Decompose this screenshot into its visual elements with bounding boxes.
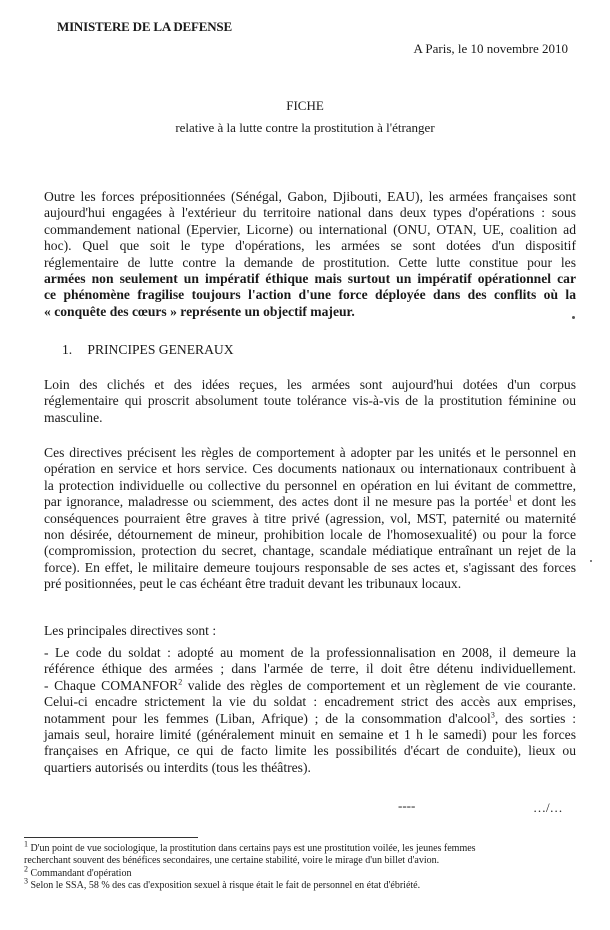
intro-line: hoc). Quel que soit le type d'opérations, les armées se sont dotées d'un dispositif: [44, 238, 576, 254]
paragraph-line: jamais seul, horaire limité (généralement minuit en semaine et 1 h le samedi) pour les forces: [44, 727, 576, 743]
paragraph-line: non désirée, détournement de mineur, prohibition locale de l'homosexualité) ou pour la force: [44, 527, 576, 543]
footnote: [24, 855, 584, 867]
paragraph-line: (compromission, protection du secret, chantage, scandale médiatique entraînant un rejet de la: [44, 543, 576, 559]
continuation-mark: …/…: [533, 800, 563, 815]
footnote-ref: 2: [178, 677, 183, 687]
paragraph-line: pré positionnées, peut le cas échéant être traduit devant les tribunaux locaux.: [44, 576, 462, 592]
footnote-number: 3: [24, 876, 28, 886]
paragraph-line: masculine.: [44, 409, 103, 425]
dateline: A Paris, le 10 novembre 2010: [413, 41, 568, 56]
scan-speck: [572, 316, 575, 319]
directives-intro: Les principales directives sont :: [44, 623, 217, 638]
footnotes: [24, 839, 584, 893]
intro-line: Outre les forces prépositionnées (Sénégal, Gabon, Djibouti, EAU), les armées françaises sont: [44, 189, 576, 204]
paragraph-3: [44, 645, 576, 776]
ministry-header: MINISTERE DE LA DEFENSE: [57, 19, 232, 34]
footnote-ref: 3: [490, 710, 495, 720]
paragraph-line-text: - Chaque COMANFOR: [44, 677, 179, 693]
footnote: [24, 864, 584, 880]
paragraph-line: - Le code du soldat : adopté au moment de la professionnalisation en 2008, il demeure la: [44, 645, 576, 660]
footnote-text: recherchant souvent des bénéfices secondaires, une certaine stabilité, voire le mirage d'un billet d'avion.: [24, 855, 440, 867]
footnote: [24, 839, 584, 855]
paragraph-2: [44, 445, 576, 593]
intro-line: commandement national (Epervier, Licorne) ou international (ONU, OTAN, UE, coalition ad: [44, 221, 576, 237]
paragraph-line: françaises en Afrique, ce qui de facto limite les possibilités d'écart de conduite), lieux ou: [44, 743, 576, 759]
paragraph-line: réglementaire qui proscrit absolument toute tolérance vis-à-vis de la prostitution féminine ou: [44, 393, 576, 409]
document-title: FICHE: [286, 98, 324, 113]
paragraph-line-tail: , des sorties :: [494, 710, 576, 726]
section-label: PRINCIPES GENERAUX: [87, 342, 234, 357]
paragraph-line: [44, 678, 576, 694]
footnote-ref: 1: [508, 493, 513, 503]
footnote-divider: [24, 837, 198, 838]
paragraph-line: la protection individuelle ou collective du personnel en opération en lui évitant de commettre,: [44, 477, 576, 493]
paragraph-line-text: notamment pour les femmes (Liban, Afrique) ; de la consommation d'alcool: [44, 710, 491, 726]
scan-speck: [590, 560, 592, 562]
intro-paragraph: [44, 189, 576, 320]
paragraph-line: force). En effet, le militaire demeure toujours responsable de ses actes et, s'agissant des forces: [44, 559, 576, 575]
paragraph-line: [44, 711, 576, 727]
paragraph-line: quartiers autorisés ou interdits (tous les théâtres).: [44, 759, 311, 775]
paragraph-line-tail: et dont les: [512, 494, 576, 510]
paragraph-1: [44, 377, 576, 426]
footnote-number: 2: [24, 864, 28, 874]
section-number: 1.: [62, 342, 73, 357]
paragraph-line-text: par ignorance, maladresse ou sciemment, des actes dont il ne mesure pas la portée: [44, 494, 509, 510]
footnote-text: D'un point de vue sociologique, la prostitution dans certains pays est une prostitution voilée, les jeunes femmes: [28, 843, 476, 854]
intro-line: réglementaire de lutte contre la demande de prostitution. Cette lutte constitue pour les: [44, 254, 576, 270]
footnote: [24, 876, 584, 892]
dash-mark: ----: [398, 798, 416, 813]
intro-line-bold: ce phénomène fragilise toujours l'action d'une force déployée dans des conflits où la: [44, 287, 576, 303]
paragraph-line: conséquences pourraient être graves à titre privé (agression, vol, MST, paternité ou maternité: [44, 510, 576, 526]
paragraph-line: Loin des clichés et des idées reçues, les armées sont aujourd'hui dotées d'un corpus: [44, 377, 576, 392]
paragraph-line: Celui-ci encadre strictement la vie du soldat : encadrement strict des accès aux emprises,: [44, 694, 576, 710]
section-heading: [62, 342, 234, 358]
document-subtitle: relative à la lutte contre la prostitution à l'étranger: [175, 120, 435, 135]
footnote-text: Selon le SSA, 58 % des cas d'exposition sexuel à risque était le fait de personnel en état d'ébriété.: [28, 880, 421, 892]
intro-line: aujourd'hui engagées à l'extérieur du territoire national dans deux types d'opérations : sous: [44, 205, 576, 221]
paragraph-line: Ces directives précisent les règles de comportement à adopter par les unités et le personnel en: [44, 445, 576, 460]
paragraph-line: opération en service et hors service. Ces documents nationaux ou internationaux contribuent à: [44, 461, 576, 477]
paragraph-line-tail: valide des règles de comportement et un règlement de vie courante.: [182, 677, 576, 693]
footnote-number: 1: [24, 839, 28, 849]
paragraph-line: [44, 494, 576, 510]
paragraph-line: référence éthique des armées ; dans l'armée de terre, il doit être détenu individuellement.: [44, 661, 576, 677]
intro-line-bold: armées non seulement un impératif éthique mais surtout un impératif opérationnel car: [44, 271, 576, 287]
intro-line-bold: « conquête des cœurs » représente un objectif majeur.: [44, 303, 355, 319]
footnote-text: Commandant d'opération: [28, 867, 132, 879]
